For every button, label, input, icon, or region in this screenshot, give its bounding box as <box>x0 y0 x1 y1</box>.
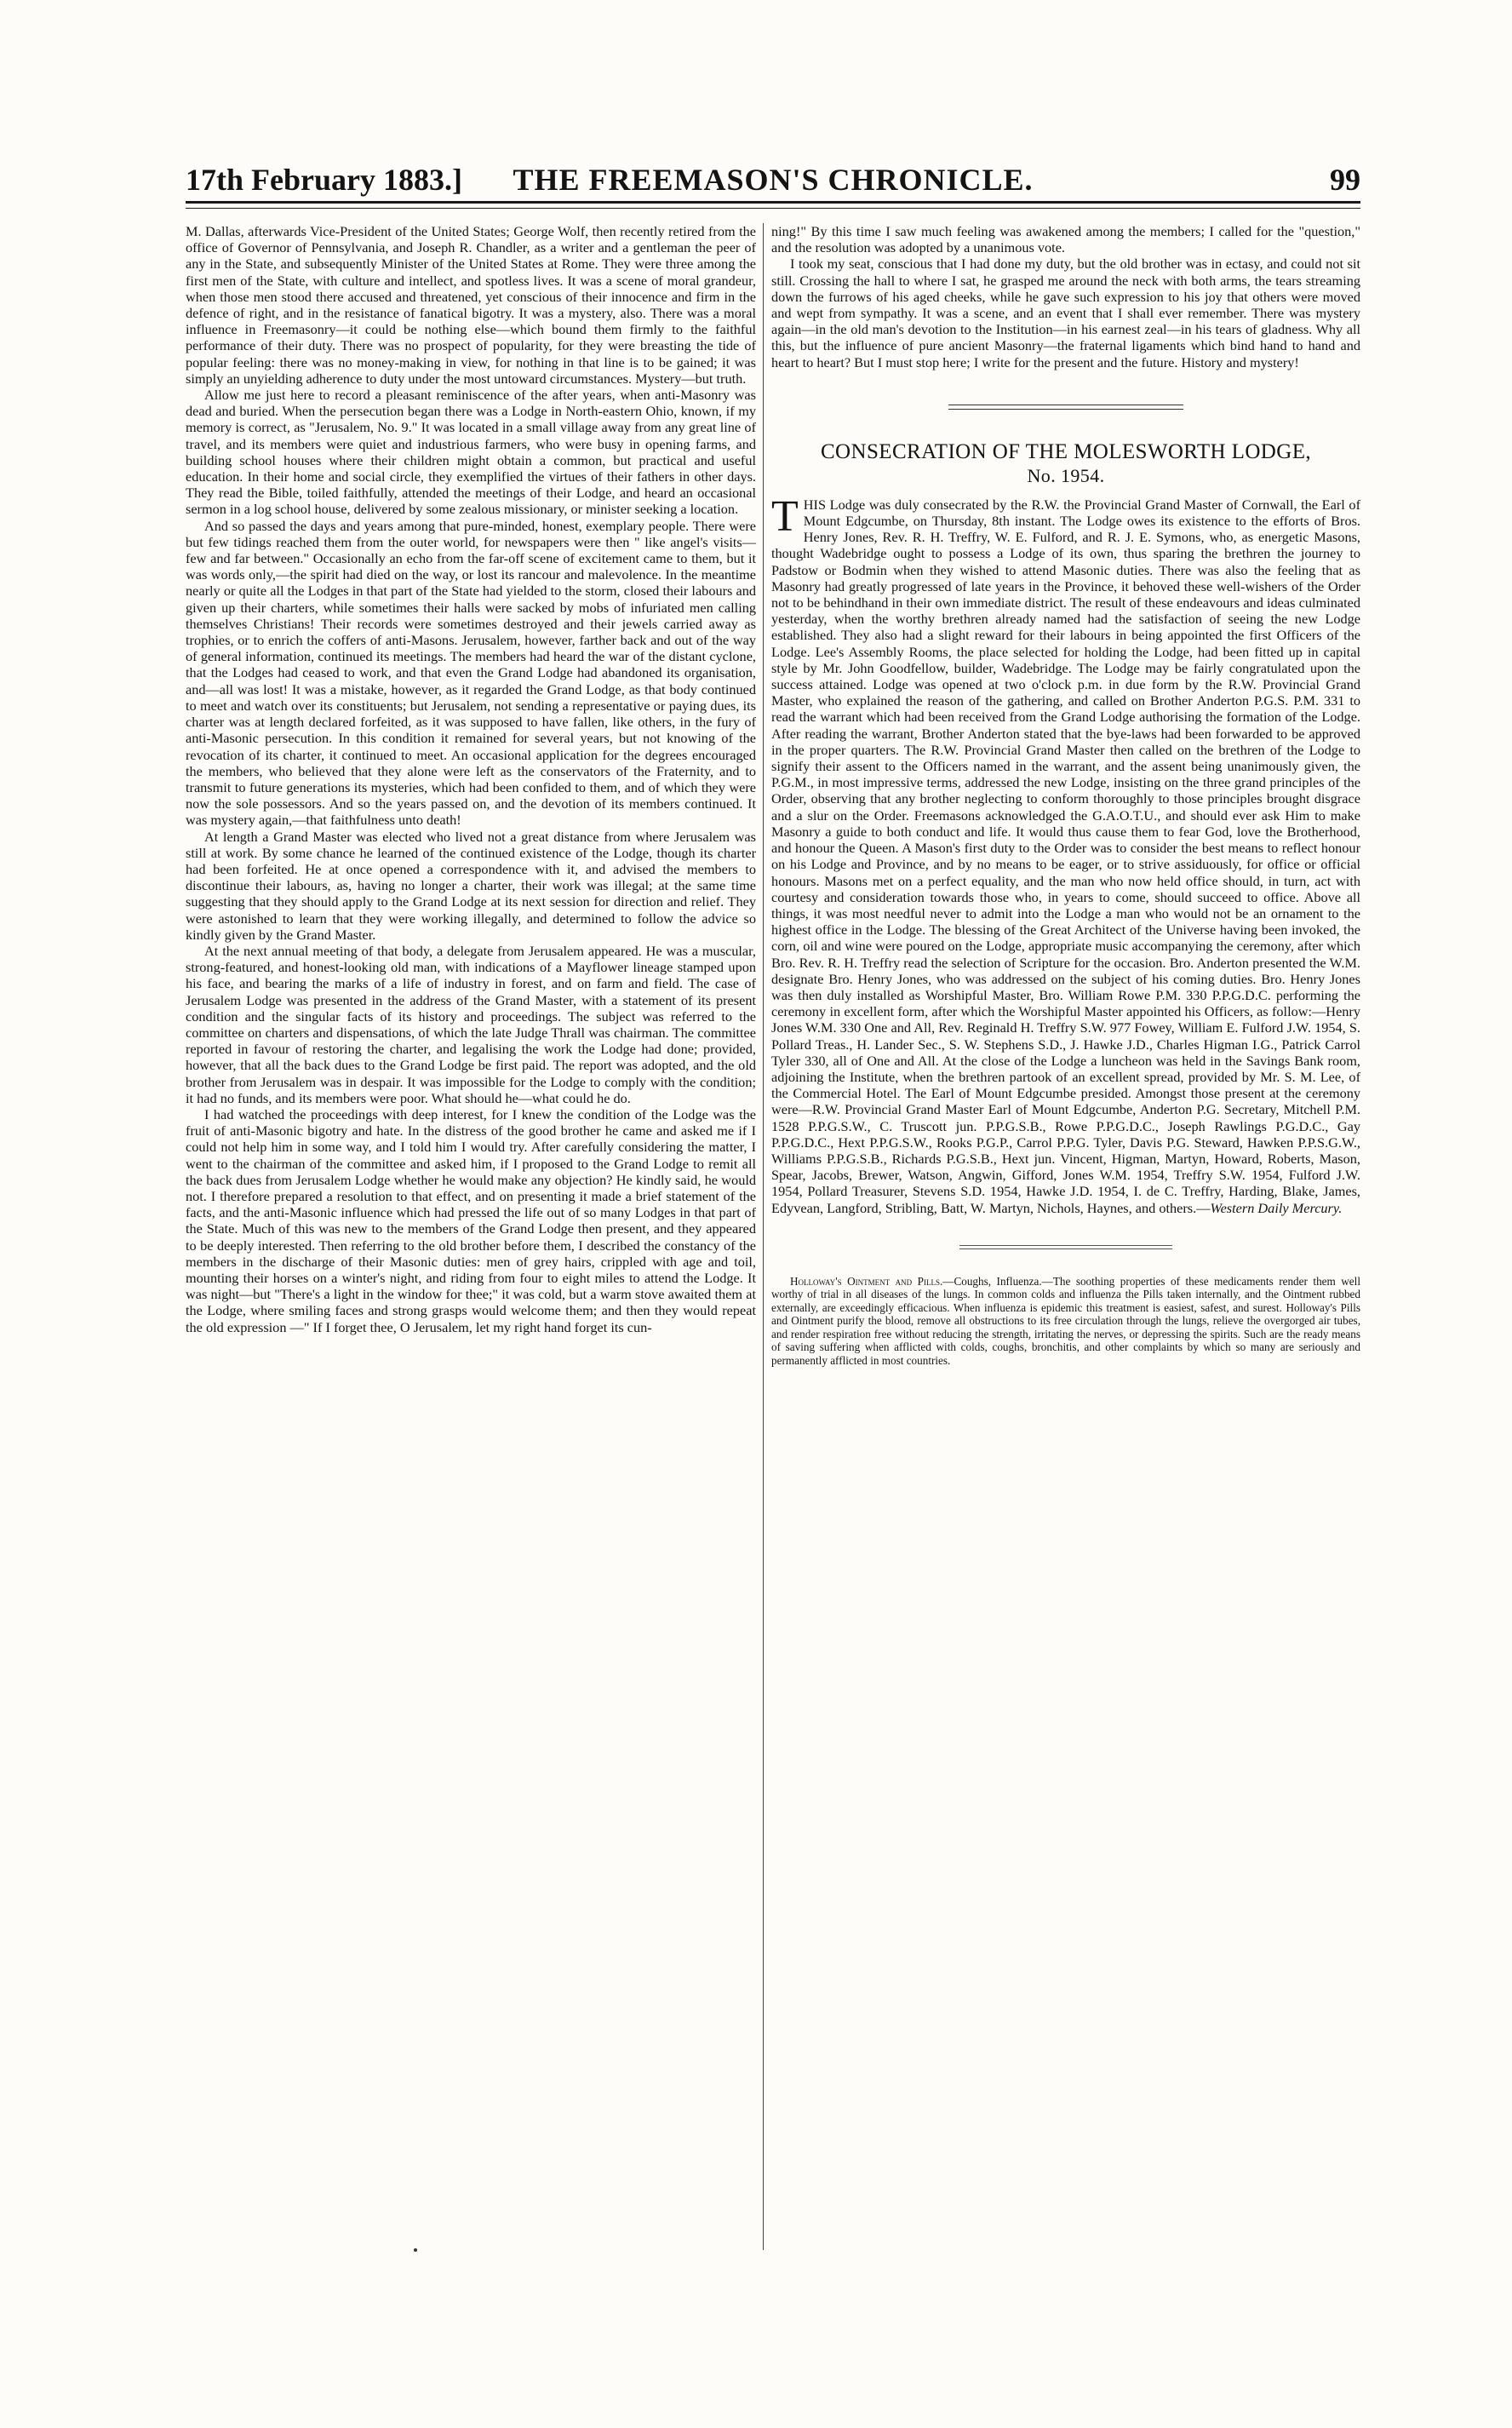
advert-heading: Holloway's Ointment and Pills. <box>790 1274 943 1288</box>
advert-separator <box>959 1245 1171 1249</box>
column-divider <box>763 223 764 2250</box>
paragraph: I had watched the proceedings with deep interest, for I knew the condition of the Lodge was the fruit of anti-Masonic bigotry and hate. In the distress of the good brother he came and asked me if I could not help him in some way, and I told him I would try. After carefully considering the matter, I went to the chairman of the committee and asked him, if I proposed to the Grand Lodge to remit all the back dues from Jerusalem Lodge whether he would make any objection? He kindly said, he would not. I therefore prepared a resolution to that effect, and on presenting it made a brief statement of the facts, and the anti-Masonic influence which had pressed the life out of so many Lodges in that part of the State. Much of this was new to the members of the Grand Lodge then present, and they appeared to be deeply interested. Then referring to the old brother before them, I described the constancy of the members in the discharge of their Masonic duties: men of grey hairs, crippled with age and toil, mounting their horses on a winter's night, and riding from four to eight miles to attend the Lodge. It was night—but "There's a light in the window for thee;" it was cold, but a warm stove awaited them at the Lodge, where smiling faces and strong grasps would welcome them; and then they would repeat the old expression —" If I forget thee, O Jerusalem, let my right hand forget its cun- <box>186 1105 756 1335</box>
advert-text: —Coughs, Influenza.—The soothing properties of these medicaments render them well worthy of trial in all diseases of the lungs. In common colds and influenza the Pills taken internally, and the Ointment rubbed externally, are exceedingly efficacious. When influenza is epidemic this treatment is easiest, safest, and surest. Holloway's Pills and Ointment purify the blood, remove all obstructions to its free circulation through the lungs, relieve the overgorged air tubes, and render respiration free without reducing the strength, irritating the nerves, or depressing the spirits. Such are the ready means of saving suffering when afflicted with colds, coughs, bronchitis, and other complaints by which so many are seriously and permanently afflicted in most countries. <box>771 1274 1360 1367</box>
paragraph: At the next annual meeting of that body, a delegate from Jerusalem appeared. He was a muscular, strong-featured, and honest-looking old man, with indications of a Mayflower lineage stamped upon his face, and bearing the marks of a life of industry in forest, and on farm and field. The case of Jerusalem Lodge was presented in the address of the Grand Master, with a statement of its present condition and the singular facts of its history and proceedings. The subject was referred to the committee on charters and dispensations, of which the late Judge Thrall was chairman. The committee reported in favour of restoring the charter, and legalising the work the Lodge had done; provided, however, that all the back dues to the Grand Lodge be first paid. The report was adopted, and the old brother from Jerusalem was in despair. It was impossible for the Lodge to comply with the condition; it had no funds, and its members were poor. What should he—what could he do. <box>186 942 756 1106</box>
article-source: Western Daily Mercury. <box>1210 1199 1343 1216</box>
lodge-number: No. 1954. <box>1027 464 1105 486</box>
publication-title: THE FREEMASON'S CHRONICLE. <box>513 163 1034 197</box>
left-column <box>186 223 756 1335</box>
right-column <box>771 223 1360 1367</box>
masthead <box>186 158 1360 201</box>
paragraph: I took my seat, conscious that I had done my duty, but the old brother was in ectasy, and could not sit still. Crossing the hall to where I sat, he grasped me around the neck with both arms, the tears streaming down the furrows of his aged cheeks, while he gave such expression to his joy that others were moved and wept from sympathy. It was a scene, and an event that I shall ever remember. There was mystery again—in the old man's devotion to the Institution—in his earnest zeal—in his tears of gladness. Why all this, but the influence of pure ancient Masonry—the fraternal ligaments which bind hand to hand and heart to heart? But I must stop here; I write for the present and the future. History and mystery! <box>771 255 1360 370</box>
section-separator <box>948 405 1184 410</box>
printer-mark <box>414 2248 417 2252</box>
article-text: HIS Lodge was duly consecrated by the R.W. the Provincial Grand Master of Cornwall, the Earl of Mount Edgcumbe, on Thursday, 8th instant. The Lodge owes its existence to the efforts of Bros. Henry Jones, Rev. R. H. Treffry, W. E. Fulford, and R. J. E. Symons, who, as energetic Masons, thought Wadebridge ought to possess a Lodge of its own, thus sparing the brethren the journey to Padstow or Bodmin when they wished to attend Masonic duties. There was also the feeling that as Masonry had greatly progressed of late years in the Province, it behoved these well-wishers of the Order not to be behindhand in their own immediate district. The result of these endeavours and ideas culminated yesterday, when the worthy brethren already named had the satisfaction of seeing the new Lodge established. They also had a slight reward for their labours in being appointed the first Officers of the Lodge. Lee's Assembly Rooms, the place selected for holding the Lodge, had been fitted up in capital style by Mr. John Goodfellow, builder, Wadebridge. The Lodge may be fairly congratulated upon the success attained. Lodge was opened at two o'clock p.m. in due form by the R.W. Provincial Grand Master, who explained the reason of the gathering, and called on Brother Anderton P.G.S. P.M. 331 to read the warrant which had been received from the Grand Lodge authorising the formation of the Lodge. After reading the warrant, Brother Anderton stated that the bye-laws had been forwarded to be approved in the proper quarters. The R.W. Provincial Grand Master then called on the brethren of the Lodge to signify their assent to the Officers named in the warrant, and the assent being unanimously given, the P.G.M., in most impressive terms, addressed the new Lodge, insisting on the three grand principles of the Order, observing that any brother neglecting to conform thoroughly to those principles brought disgrace and a slur on the Order. Freemasons acknowledged the G.A.O.T.U., and should ever ask Him to make Masonry a guide to both conduct and life. It would thus cause them to fear God, love the Brotherhood, and honour the Queen. A Mason's first duty to the Order was to consider the best means to reflect honour on his Lodge and Province, and by no means to be eager, or to strive assiduously, for office or official honours. Masons met on a perfect equality, and the man who now held office should, in turn, act with courtesy and consideration towards those who, in years to come, should succeed to office. Above all things, it was most needful never to admit into the Lodge a man who would not be an ornament to the highest office in the Lodge. The blessing of the Great Architect of the Universe having been invoked, the corn, oil and wine were poured on the Lodge, appropriate music accompanying the ceremony, after which Bro. Rev. R. H. Treffry read the selection of Scripture for the occasion. Bro. Anderton presented the W.M. designate Bro. Henry Jones, who was addressed on the subject of his coming duties. Bro. Henry Jones was then duly installed as Worshipful Master, Bro. William Rowe P.M. 330 P.P.G.D.C. performing the ceremony in excellent form, after which the Worshipful Master appointed his Officers, as follow:—Henry Jones W.M. 330 One and All, Rev. Reginald H. Treffry S.W. 977 Fowey, William E. Fulford J.W. 1954, S. Pollard Treas., H. Lander Sec., S. W. Stephens S.D., J. Hawke J.D., Charles Higman I.G., Patrick Carrol Tyler 330, all of One and All. At the close of the Lodge a luncheon was held in the Savings Bank room, adjoining the Institute, when the brethren partook of an excellent spread, provided by Mr. S. M. Lee, of the Commercial Hotel. The Earl of Mount Edgcumbe presided. Amongst those present at the ceremony were—R.W. Provincial Grand Master Earl of Mount Edgcumbe, Anderton P.G. Secretary, Mitchell P.M. 1528 P.P.G.S.W., C. Truscott jun. P.P.G.S.B., Rowe P.P.G.D.C., Joseph Rawlings P.G.D.C., Gay P.P.G.D.C., Hext P.P.G.S.W., Rooks P.G.P., Carrol P.P.G. Tyler, Davis P.G. Steward, Hawken P.P.S.G.W., Williams P.P.G.S.B., Richards P.G.S.B., Hext jun. Vincent, Higman, Martyn, Howard, Roberts, Mason, Spear, Jacobs, Brewer, Watson, Angwin, Gifford, Jones W.M. 1954, Treffry S.W. 1954, Fulford J.W. 1954, Pollard Treasurer, Stevens S.D. 1954, Hawke J.D. 1954, I. de C. Treffry, Harding, Blake, James, Edyvean, Langford, Stribling, Batt, W. Martyn, Nichols, Haynes, and others.— <box>771 496 1360 1216</box>
paragraph: At length a Grand Master was elected who lived not a great distance from where Jerusalem was still at work. By some chance he learned of the continued existence of the Lodge, though its charter had been forfeited. He at once opened a correspondence with it, and advised the members to discontinue their labours, as, having no longer a charter, their work was illegal; at the same time suggesting that they should apply to the Grand Lodge at its next session for direction and relief. They were astonished to learn that they were working illegally, and determined to follow the advice so kindly given by the Grand Master. <box>186 828 756 943</box>
paragraph: Allow me just here to record a pleasant reminiscence of the after years, when anti-Masonry was dead and buried. When the persecution began there was a Lodge in North-eastern Ohio, known, if my memory is correct, as "Jerusalem, No. 9." It was located in a small village away from any great line of travel, and its members were quiet and industrious farmers, who were busy in opening farms, and building school houses where their children might obtain a common, but practical and useful education. In their home and social circle, they exemplified the virtues of their fathers in other days. They read the Bible, toiled faithfully, attended the meetings of their Lodge, and heard an occasional sermon in a log school house, delivered by some zealous missionary, or minister seeking a location. <box>186 387 756 518</box>
advert-paragraph <box>771 1275 1360 1368</box>
page-number: 99 <box>1330 163 1360 197</box>
paragraph: M. Dallas, afterwards Vice-President of the United States; George Wolf, then recently retired from the office of Governor of Pennsylvania, and Joseph R. Chandler, as a writer and a gentleman the peer of any in the State, and subsequently Minister of the United States at Rome. They were three among the first men of the State, with culture and intellect, and spotless lives. It was a scene of moral grandeur, when those men stood there accused and threatened, yet conscious of their innocence and firm in the defence of right, and in the resistance of fanatical bigotry. It was a mystery, also. There was a moral influence in Freemasonry—it could be nothing else—which bound them firmly to the faithful performance of their duty. There was no prospect of popularity, for they were breasting the tide of popular feeling: there was no money-making in view, for nothing in that line is to be gained; it was simply an unyielding adherence to duty under the most untoward circumstances. Mystery—but truth. <box>186 223 756 387</box>
article-body <box>771 491 1360 1216</box>
headline-text: CONSECRATION OF THE MOLESWORTH LODGE, <box>820 439 1312 463</box>
paragraph: ning!" By this time I saw much feeling was awakened among the members; I called for the "question," and the resolution was adopted by a unanimous vote. <box>771 223 1360 256</box>
masthead-rule <box>186 201 1360 209</box>
advertisement <box>771 1275 1360 1368</box>
article-headline <box>771 440 1360 488</box>
paragraph: And so passed the days and years among that pure-minded, honest, exemplary people. There were but few tidings reached them from the outer world, for newspapers were then " like angel's visits—few and far between." Occasionally an echo from the far-off scene of excitement came to them, but it was words only,—the spirit had died on the way, or lost its rancour and malevolence. In the meantime nearly or quite all the Lodges in that part of the State had yielded to the storm, closed their labours and given up their charters, while sometimes their halls were sacked by mobs of infuriated men calling themselves Christians! Their records were sometimes destroyed and their jewels carried away as trophies, or to enrich the coffers of anti-Masons. Jerusalem, however, farther back and out of the way of general information, continued its meetings. The members had heard the war of the distant cyclone, that the Lodges had ceased to work, and that even the Grand Lodge had abandoned its organisation, and—all was lost! It was a mistake, however, as it regarded the Grand Lodge, as that body continued to meet and watch over its constituents; but Jerusalem, not sending a representative or paying dues, its charter was at length declared forfeited, as it was supposed to have fallen, like others, in the fury of anti-Masonic persecution. In this condition it remained for several years, but not knowing of the revocation of its charter, it continued to meet. An occasional application for the degrees encouraged the members, who believed that they alone were left as the conservators of the Fraternity, and to transmit to future generations its mysteries, which had been confided to them, and of which they were now the sole possessors. And so the years passed on, and the devotion of its members continued. It was mystery again,—that faithfulness unto death! <box>186 517 756 829</box>
issue-date: 17th February 1883.] <box>186 163 462 197</box>
drop-cap: T <box>771 491 799 541</box>
